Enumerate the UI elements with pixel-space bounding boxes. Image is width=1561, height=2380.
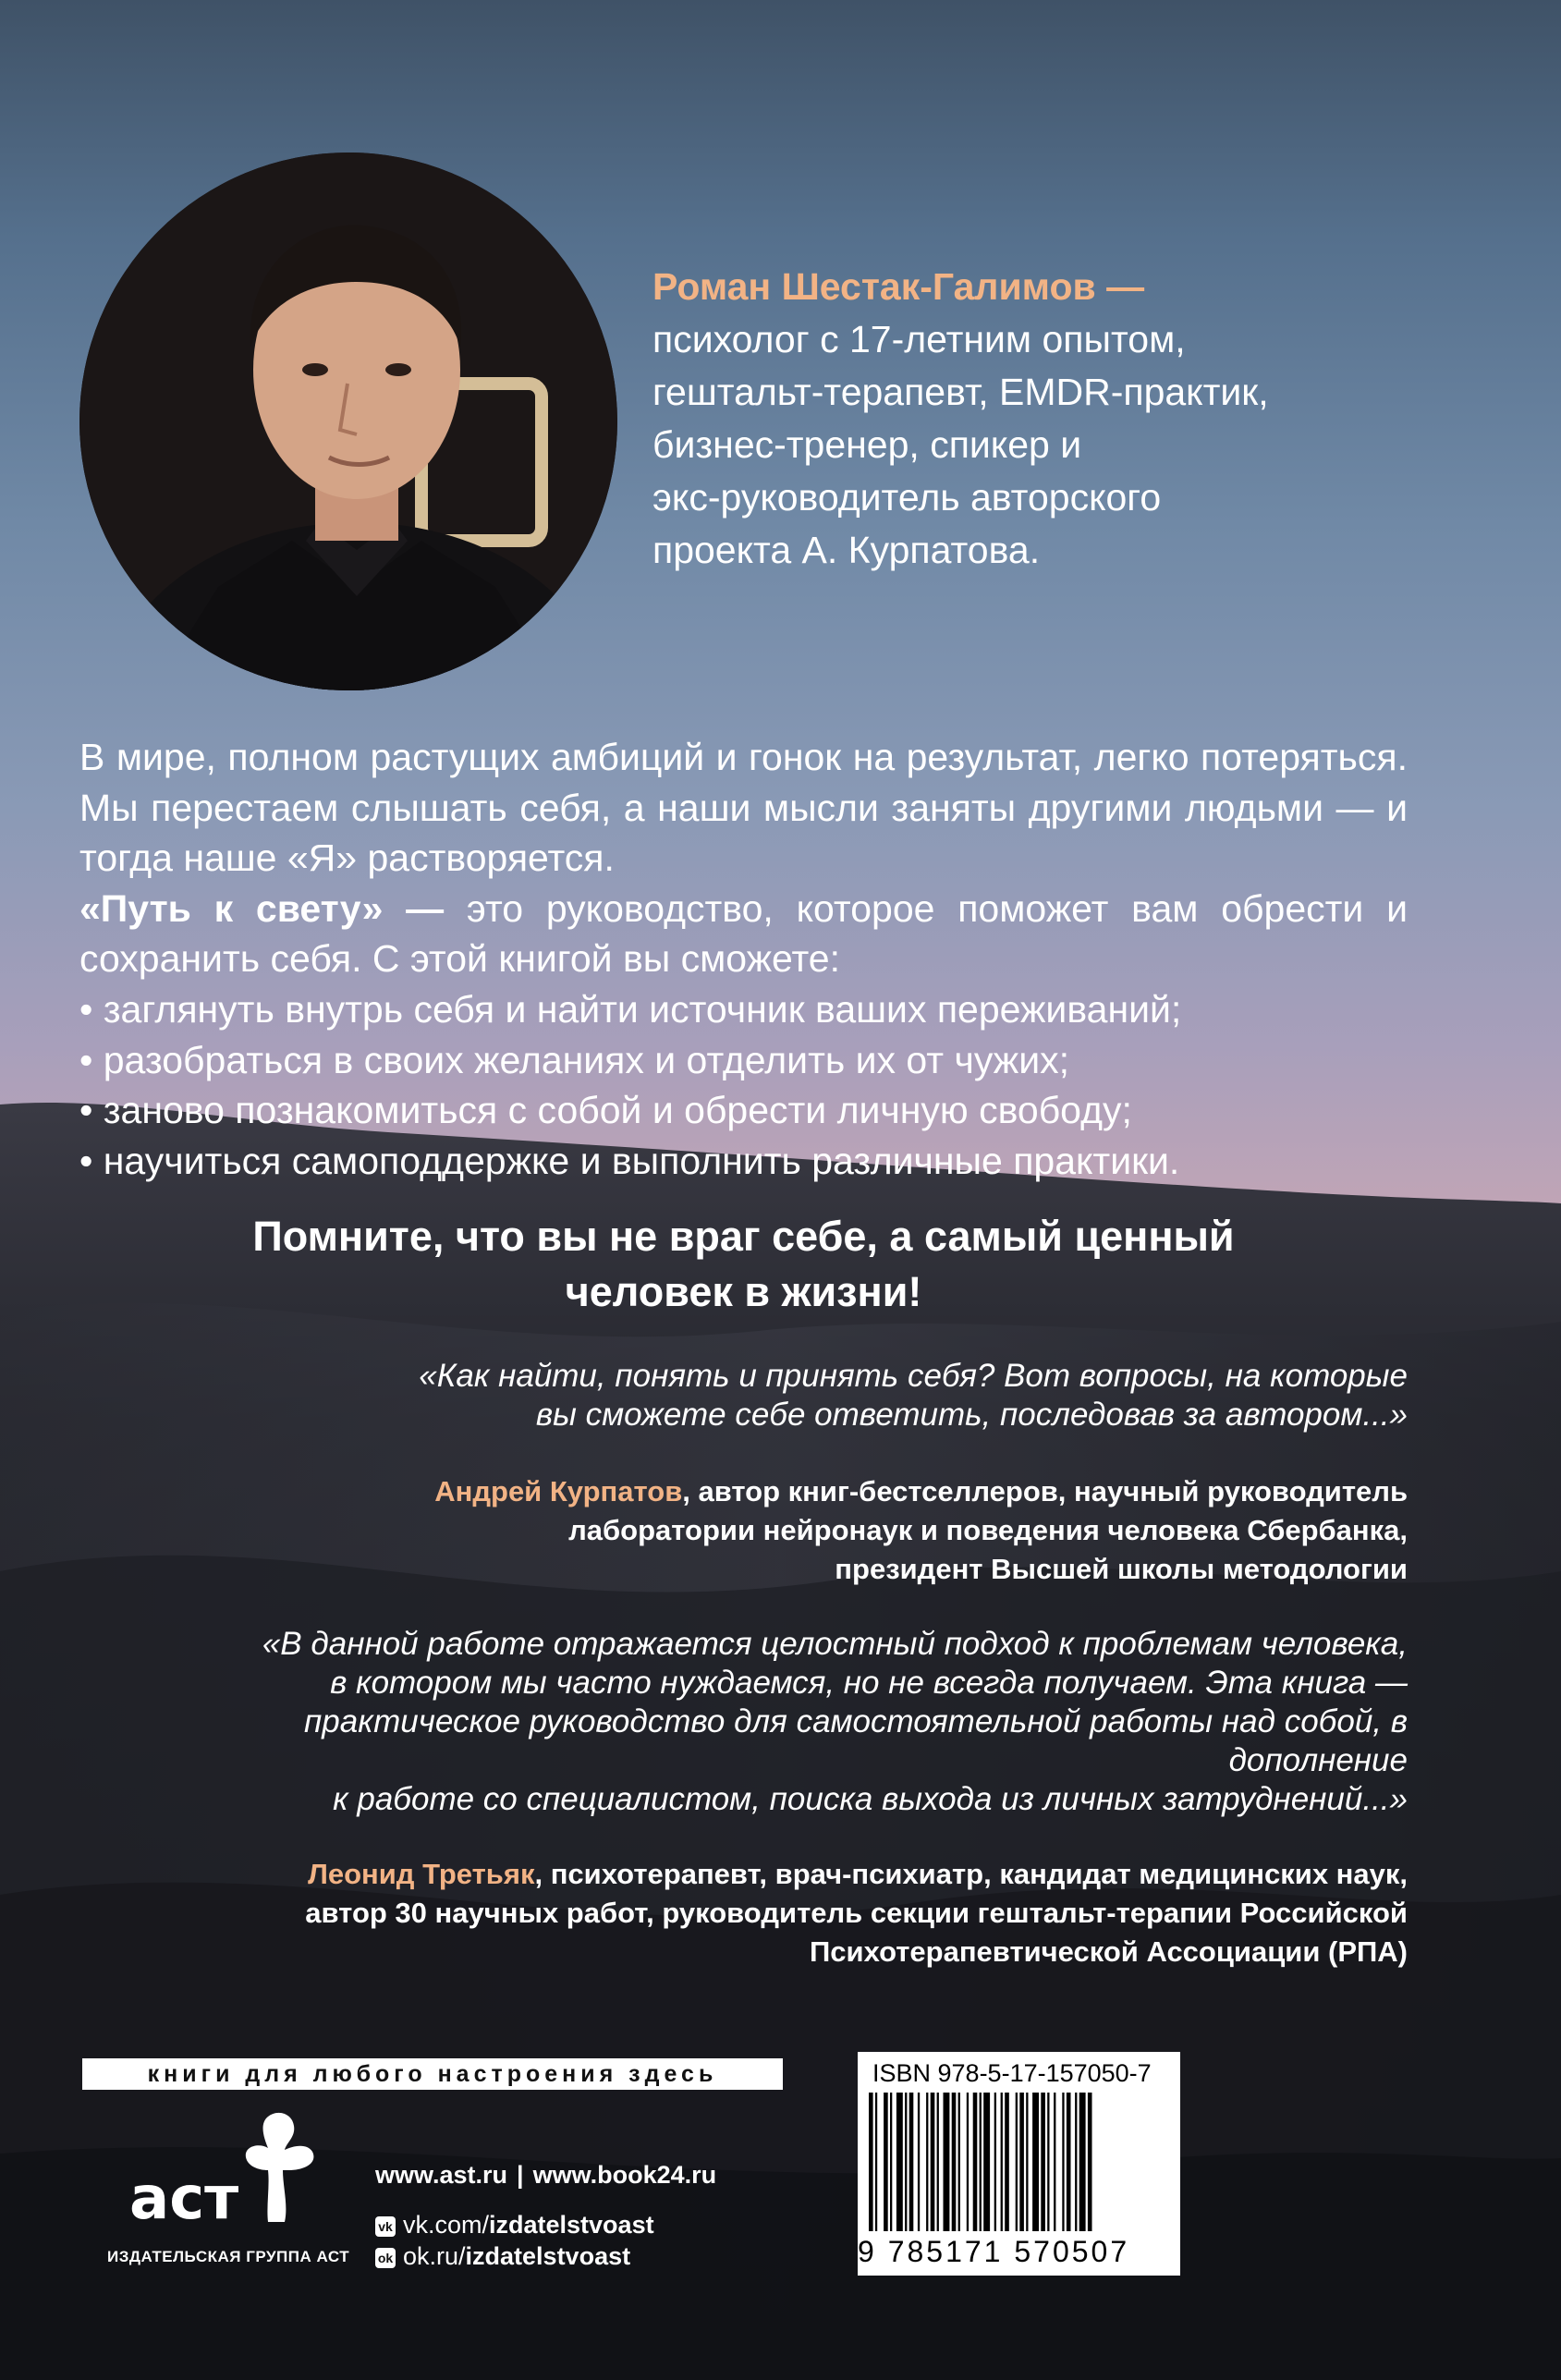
- website-link-book24[interactable]: www.book24.ru: [532, 2161, 717, 2189]
- barcode-bar: [952, 2093, 957, 2231]
- barcode-bar: [1019, 2093, 1024, 2231]
- barcode-bar: [1067, 2093, 1071, 2231]
- benefit-item: • научиться самоподдержке и выполнить различные практики.: [79, 1139, 1180, 1182]
- author-bio-line: экс-руководитель авторского: [652, 476, 1162, 519]
- quote-line: практическое руководство для самостоятельной работы над собой, в: [304, 1703, 1408, 1739]
- publisher-name: ИЗДАТЕЛЬСКАЯ ГРУППА АСТ: [107, 2248, 350, 2265]
- slogan: [79, 1209, 1408, 1320]
- review-quote: [206, 1357, 1408, 1434]
- vk-handle: izdatelstvoast: [489, 2211, 654, 2239]
- benefit-item: • разобраться в своих желаниях и отделить их от чужих;: [79, 1038, 1070, 1081]
- barcode-bar: [1032, 2093, 1039, 2231]
- quote-line: в котором мы часто нуждаемся, но не всегда получаем. Эта книга —: [330, 1665, 1408, 1701]
- barcode-bar: [1079, 2093, 1086, 2231]
- barcode-bar: [1005, 2093, 1009, 2231]
- website-link-ast[interactable]: www.ast.ru: [375, 2161, 508, 2189]
- barcode-bar: [905, 2093, 907, 2231]
- barcode-digits: 9 785171 570507: [858, 2235, 1130, 2268]
- barcode-bar: [980, 2093, 982, 2231]
- slogan-line: Помните, что вы не враг себе, а самый ценный: [252, 1213, 1235, 1260]
- publisher-websites: [375, 2161, 716, 2190]
- reviewer-credentials: автор 30 научных работ, руководитель секции гештальт-терапии Российской: [305, 1897, 1408, 1929]
- barcode-bar: [1054, 2093, 1055, 2231]
- ok-link[interactable]: [375, 2242, 630, 2271]
- author-name: Роман Шестак-Галимов —: [652, 265, 1145, 308]
- ok-prefix: ok.ru/: [403, 2242, 466, 2270]
- barcode-bar: [994, 2093, 996, 2231]
- barcode-bar: [1075, 2093, 1077, 2231]
- barcode-bar: [1016, 2093, 1018, 2231]
- author-bio-line: проекта А. Курпатова.: [652, 529, 1041, 571]
- barcode-bar: [884, 2093, 888, 2231]
- review-attribution: [95, 1855, 1408, 1971]
- logo-lettering: аст: [129, 2165, 239, 2229]
- barcode-bar: [1062, 2093, 1064, 2231]
- barcode-bar: [973, 2093, 978, 2231]
- review-quote: [95, 1625, 1408, 1819]
- reviewer-credentials: президент Высшей школы методологии: [835, 1553, 1408, 1585]
- isbn-label: ISBN 978-5-17-157050-7: [872, 2059, 1152, 2087]
- reviewer-credentials: лаборатории нейронаук и поведения человека Сбербанка,: [568, 1514, 1408, 1546]
- benefit-item: • заново познакомиться с собой и обрести личную свободу;: [79, 1089, 1132, 1132]
- reviewer-credentials: Психотерапевтической Ассоциации (РПА): [810, 1935, 1408, 1968]
- barcode-bar: [869, 2093, 873, 2231]
- barcode: [869, 2093, 1169, 2231]
- description-book-paragraph: [79, 884, 1408, 984]
- reviewer-credentials: , автор книг-бестселлеров, научный руководитель: [682, 1475, 1408, 1507]
- link-separator: |: [517, 2161, 524, 2189]
- book-title: «Путь к свету» —: [79, 886, 445, 930]
- review-attribution: [206, 1472, 1408, 1589]
- benefit-item: • заглянуть внутрь себя и найти источник ваших переживаний;: [79, 987, 1182, 1031]
- quote-line: к работе со специалистом, поиска выхода из личных затруднений...»: [333, 1781, 1408, 1817]
- barcode-bar: [1041, 2093, 1045, 2231]
- quote-line: вы сможете себе ответить, последовав за автором...»: [535, 1397, 1408, 1433]
- book-text: это руководство, которое поможет вам обрести и сохранить себя. С этой книгой вы сможете:: [79, 886, 1408, 981]
- reviewer-credentials: , психотерапевт, врач-психиатр, кандидат медицинских наук,: [534, 1858, 1408, 1890]
- barcode-bar: [896, 2093, 903, 2231]
- reviewer-name: Андрей Курпатов: [434, 1475, 683, 1507]
- publisher-tagline: книги для любого настроения здесь: [82, 2058, 783, 2090]
- author-bio: [652, 261, 1355, 577]
- barcode-bar: [890, 2093, 892, 2231]
- vk-link[interactable]: [375, 2211, 654, 2240]
- barcode-bar: [1047, 2093, 1049, 2231]
- barcode-bar: [944, 2093, 950, 2231]
- description-intro: В мире, полном растущих амбиций и гонок на результат, легко потеряться. Мы перестаем слышать себя, а наши мысли заняты другими людьми — и тогда наше «Я» растворяется.: [79, 736, 1408, 880]
- barcode-bar: [1026, 2093, 1028, 2231]
- quote-line: «Как найти, понять и принять себя? Вот вопросы, на которые: [419, 1358, 1408, 1394]
- vk-icon: vk: [375, 2216, 396, 2237]
- slogan-line: человек в жизни!: [565, 1268, 922, 1315]
- quote-line: «В данной работе отражается целостный подход к проблемам человека,: [262, 1626, 1408, 1662]
- barcode-bar: [909, 2093, 914, 2231]
- barcode-bar: [983, 2093, 990, 2231]
- vk-prefix: vk.com/: [403, 2211, 490, 2239]
- isbn-barcode-box: [858, 2052, 1180, 2276]
- barcode-bar: [918, 2093, 920, 2231]
- book-description: [79, 732, 1408, 1186]
- quote-line: дополнение: [1228, 1742, 1408, 1778]
- ok-handle: izdatelstvoast: [465, 2242, 631, 2270]
- author-bio-line: бизнес-тренер, спикер и: [652, 423, 1082, 466]
- author-bio-line: психолог с 17-летним опытом,: [652, 318, 1186, 360]
- barcode-bar: [875, 2093, 877, 2231]
- benefit-list: [79, 984, 1408, 1186]
- reviewer-name: Леонид Третьяк: [308, 1858, 535, 1890]
- barcode-bar: [1088, 2093, 1092, 2231]
- author-portrait-illustration: [79, 153, 617, 690]
- barcode-bar: [937, 2093, 939, 2231]
- barcode-bar: [926, 2093, 928, 2231]
- barcode-bar: [958, 2093, 960, 2231]
- author-photo: [79, 153, 617, 690]
- author-bio-line: гештальт-терапевт, EMDR-практик,: [652, 371, 1269, 413]
- barcode-bar: [931, 2093, 935, 2231]
- ast-logo: [129, 2109, 323, 2229]
- ok-icon: ok: [375, 2248, 396, 2268]
- barcode-bar: [1001, 2093, 1003, 2231]
- barcode-bar: [967, 2093, 969, 2231]
